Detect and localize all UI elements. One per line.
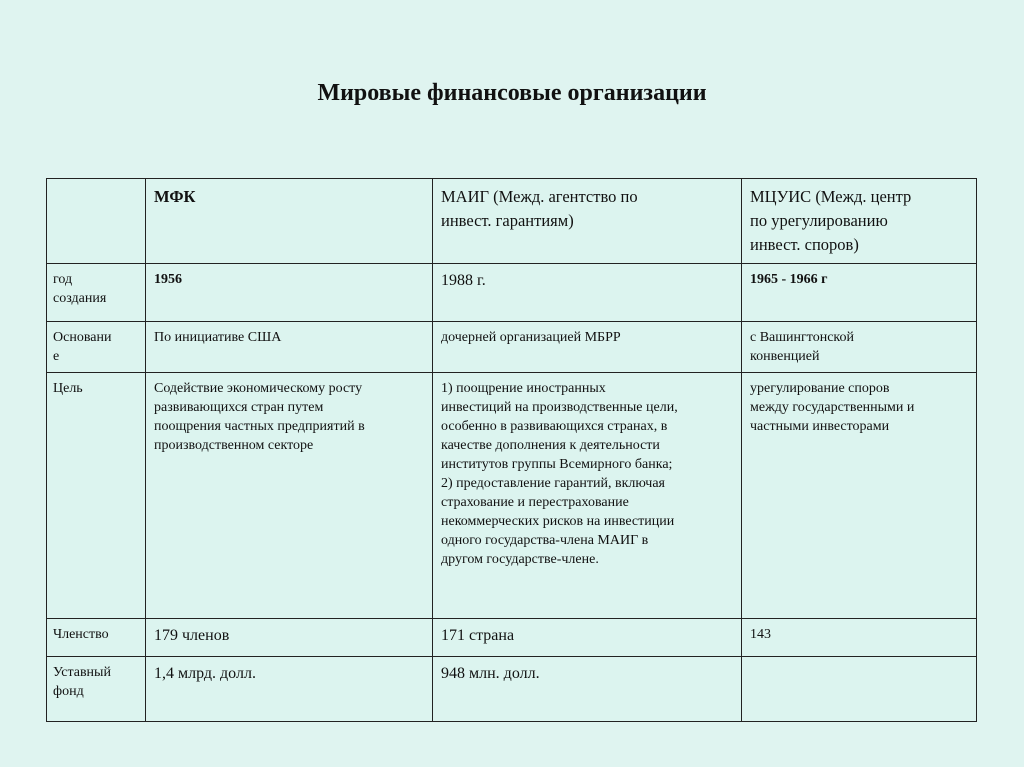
- row-label: Членство: [47, 619, 146, 657]
- organizations-table: [46, 178, 977, 722]
- row-label: Цель: [47, 373, 146, 619]
- table-cell: 948 млн. долл.: [433, 657, 742, 722]
- table-cell: 143: [742, 619, 977, 657]
- header-cell-maig: МАИГ (Межд. агентство по инвест. гарантиям): [433, 179, 742, 264]
- table-cell: 1,4 млрд. долл.: [146, 657, 433, 722]
- header-cell-mfk: МФК: [146, 179, 433, 264]
- table-cell: [742, 657, 977, 722]
- table-header-row: [47, 179, 977, 264]
- table-cell: урегулирование споров между государственными и частными инвесторами: [742, 373, 977, 619]
- header-cell-empty: [47, 179, 146, 264]
- table-cell: 1) поощрение иностранных инвестиций на производственные цели, особенно в развивающихся странах, в качестве дополнения к деятельности институтов группы Всемирного банка; 2) предоставление гарантий, включая страхование и перестрахование некоммерческих рисков на инвестиции одного государства-члена МАИГ в другом государстве-члене.: [433, 373, 742, 619]
- row-label: Основани е: [47, 322, 146, 373]
- row-label: год создания: [47, 264, 146, 322]
- table-row: [47, 619, 977, 657]
- row-label: Уставный фонд: [47, 657, 146, 722]
- table-cell: 171 страна: [433, 619, 742, 657]
- table-cell: По инициативе США: [146, 322, 433, 373]
- table-row: [47, 322, 977, 373]
- header-cell-mcuis: МЦУИС (Межд. центр по урегулированию инвест. споров): [742, 179, 977, 264]
- table-cell: с Вашингтонской конвенцией: [742, 322, 977, 373]
- table-cell: 1956: [146, 264, 433, 322]
- table-cell: 1965 - 1966 г: [742, 264, 977, 322]
- table-cell: 1988 г.: [433, 264, 742, 322]
- table-row: [47, 264, 977, 322]
- table-row: [47, 657, 977, 722]
- table-cell: 179 членов: [146, 619, 433, 657]
- slide-title: Мировые финансовые организации: [317, 80, 707, 106]
- table-cell: дочерней организацией МБРР: [433, 322, 742, 373]
- table-row: [47, 373, 977, 619]
- table-cell: Содействие экономическому росту развивающихся стран путем поощрения частных предприятий в производственном секторе: [146, 373, 433, 619]
